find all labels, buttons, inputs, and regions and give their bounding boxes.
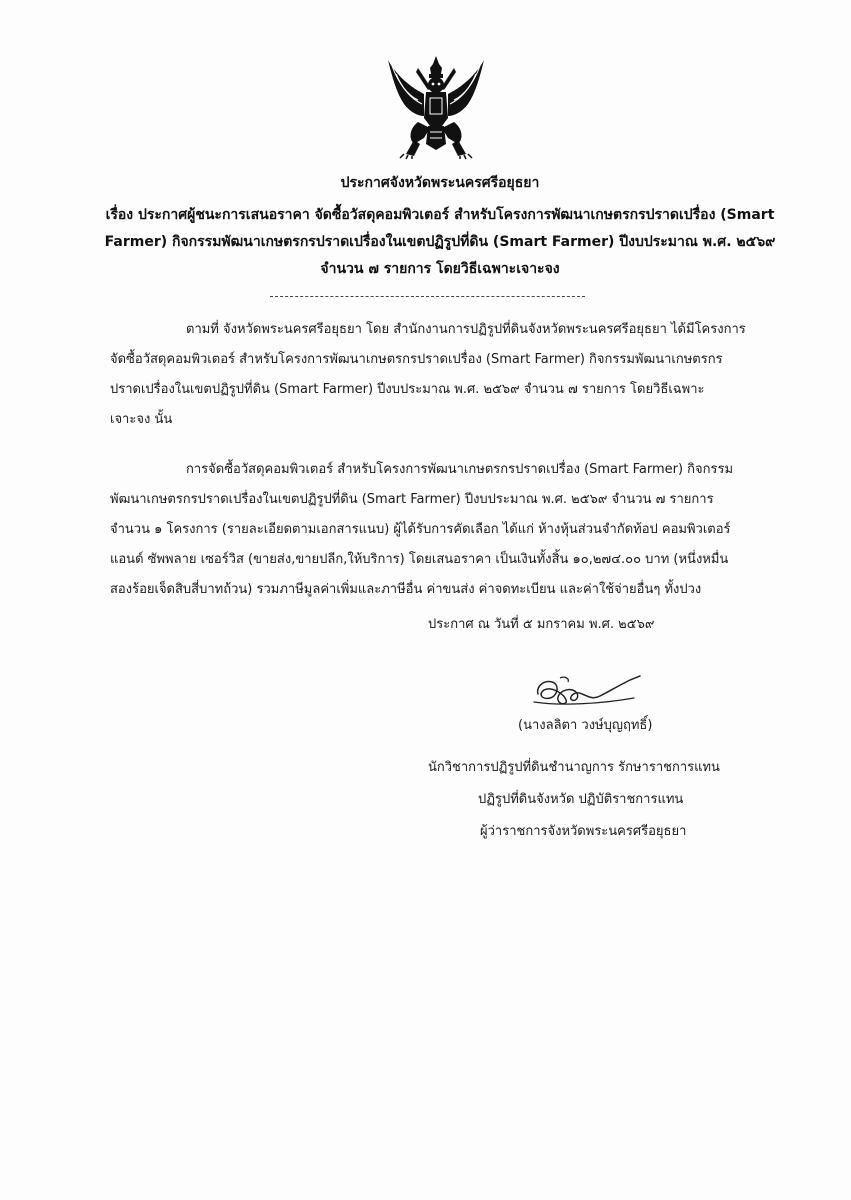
signatory-name: (นางลลิตา วงษ์บุญฤทธิ์)	[518, 718, 653, 733]
handwritten-signature	[530, 672, 655, 712]
paragraph-2-line-1: การจัดซื้อวัสดุคอมพิวเตอร์ สำหรับโครงการพัฒนาเกษตรกรปราดเปรื่อง (Smart Farmer) กิจกรรม	[186, 462, 734, 477]
subject-line-3	[100, 256, 780, 283]
paragraph-1-line-3: ปราดเปรื่องในเขตปฏิรูปที่ดิน (Smart Farmer) ปีงบประมาณ พ.ศ. ๒๕๖๙ จำนวน ๗ รายการ โดยวิธีเฉพาะ	[110, 382, 705, 397]
announcement-title-text: ประกาศจังหวัดพระนครศรีอยุธยา	[340, 175, 540, 191]
signatory-position-2: ปฏิรูปที่ดินจังหวัด ปฏิบัติราชการแทน	[478, 792, 684, 807]
paragraph-2-line-3: จำนวน ๑ โครงการ (รายละเอียดตามเอกสารแนบ) ผู้ได้รับการคัดเลือก ได้แก่ ห้างหุ้นส่วนจำกัดท้อป คอมพิวเตอร์	[110, 522, 731, 537]
announcement-date-text: ประกาศ ณ วันที่ ๕ มกราคม พ.ศ. ๒๕๖๙	[428, 617, 655, 632]
garuda-emblem-icon	[384, 54, 488, 160]
subject-line-1	[100, 202, 780, 229]
paragraph-1-line-2: จัดซื้อวัสดุคอมพิวเตอร์ สำหรับโครงการพัฒนาเกษตรกรปราดเปรื่อง (Smart Farmer) กิจกรรมพัฒนาเกษตรกร	[110, 352, 723, 367]
dashed-divider	[270, 296, 585, 297]
paragraph-1-line-4: เจาะจง นั้น	[110, 412, 173, 427]
subject-line-3-text: จำนวน ๗ รายการ โดยวิธีเฉพาะเจาะจง	[320, 261, 560, 277]
paragraph-1-line-1: ตามที่ จังหวัดพระนครศรีอยุธยา โดย สำนักงานการปฏิรูปที่ดินจังหวัดพระนครศรีอยุธยา ได้มีโครงการ	[186, 322, 746, 337]
signatory-position-3: ผู้ว่าราชการจังหวัดพระนครศรีอยุธยา	[480, 824, 687, 839]
subject-line-2-text: Farmer) กิจกรรมพัฒนาเกษตรกรปราดเปรื่องในเขตปฏิรูปที่ดิน (Smart Farmer) ปีงบประมาณ พ.ศ. ๒๕๖๙	[104, 234, 776, 250]
subject-line-1-text: เรื่อง ประกาศผู้ชนะการเสนอราคา จัดซื้อวัสดุคอมพิวเตอร์ สำหรับโครงการพัฒนาเกษตรกรปราดเปรื่อง (Smart	[105, 207, 775, 223]
announcement-title	[100, 170, 780, 197]
paragraph-2-line-5: สองร้อยเจ็ดสิบสี่บาทถ้วน) รวมภาษีมูลค่าเพิ่มและภาษีอื่น ค่าขนส่ง ค่าจดทะเบียน และค่าใช้จ่ายอื่นๆ ทั้งปวง	[110, 582, 702, 597]
paragraph-2-line-4: แอนด์ ซัพพลาย เซอร์วิส (ขายส่ง,ขายปลีก,ให้บริการ) โดยเสนอราคา เป็นเงินทั้งสิ้น ๑๐,๒๗๔.๐๐ บาท (หนึ่งหมื่น	[110, 552, 729, 567]
signatory-position-1: นักวิชาการปฏิรูปที่ดินชำนาญการ รักษาราชการแทน	[428, 760, 720, 775]
paragraph-2-line-2: พัฒนาเกษตรกรปราดเปรื่องในเขตปฏิรูปที่ดิน (Smart Farmer) ปีงบประมาณ พ.ศ. ๒๕๖๙ จำนวน ๗ รายการ	[110, 492, 714, 507]
subject-line-2	[100, 229, 780, 256]
